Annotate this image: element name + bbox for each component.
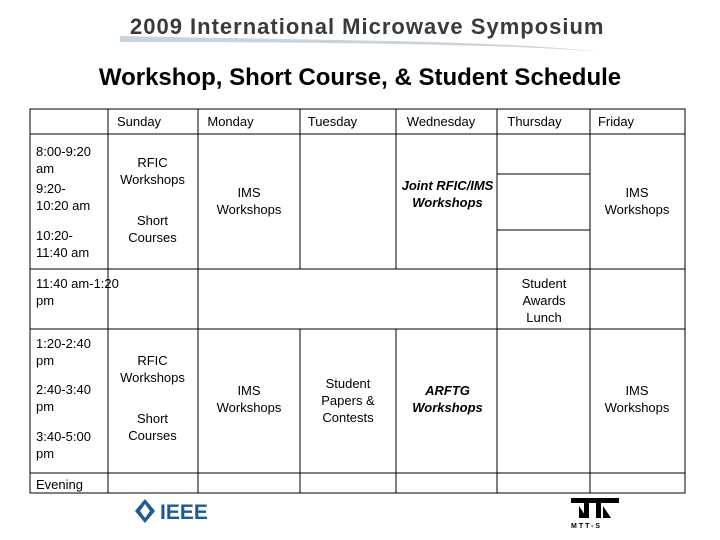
ieee-logo-graphic — [134, 498, 224, 524]
ieee-logo-text: IEEE — [160, 501, 208, 524]
mtt-s-logo-text: MTT-S — [571, 523, 602, 530]
header-thursday: Thursday — [507, 114, 562, 129]
session-monday-am: IMS Workshops — [216, 185, 282, 217]
header-sunday: Sunday — [116, 114, 162, 129]
header-wednesday: Wednesday — [406, 114, 476, 129]
page-title: Workshop, Short Course, & Student Schedule — [98, 64, 622, 91]
session-tuesday-pm: Student Papers & Contests — [321, 376, 375, 425]
time-slot: 11:40 am-1:20 pm — [36, 276, 119, 308]
time-slot: 10:20-11:40 am — [36, 228, 90, 260]
time-slot: 1:20-2:40 pm — [36, 336, 91, 368]
time-slot: 8:00-9:20 am — [36, 144, 91, 176]
mtt-s-logo — [565, 496, 625, 535]
session-joint-rfic-ims: Joint RFIC/IMS Workshops — [401, 178, 494, 210]
session-friday-pm: IMS Workshops — [604, 383, 670, 415]
session-arftg: ARFTG Workshops — [412, 383, 483, 415]
session-sunday-short-am: Short Courses — [128, 213, 177, 245]
time-slot: 3:40-5:00 pm — [36, 429, 91, 461]
banner-title: 2009 International Microwave Symposium — [130, 14, 605, 39]
header-friday: Friday — [597, 114, 635, 129]
ieee-logo — [134, 498, 224, 529]
session-sunday-rfic-pm: RFIC Workshops — [120, 353, 185, 385]
session-sunday-short-pm: Short Courses — [128, 411, 177, 443]
time-slot: 9:20-10:20 am — [36, 181, 91, 213]
session-student-awards-lunch: Student Awards Lunch — [521, 276, 567, 325]
mtt-s-logo-graphic — [565, 496, 625, 530]
session-monday-pm: IMS Workshops — [216, 383, 282, 415]
time-slot: 2:40-3:40 pm — [36, 382, 91, 414]
session-sunday-rfic-am: RFIC Workshops — [120, 155, 185, 187]
time-slot: Evening — [36, 477, 83, 492]
header-monday: Monday — [207, 114, 254, 129]
header-tuesday: Tuesday — [307, 114, 358, 129]
session-friday-am: IMS Workshops — [604, 185, 670, 217]
